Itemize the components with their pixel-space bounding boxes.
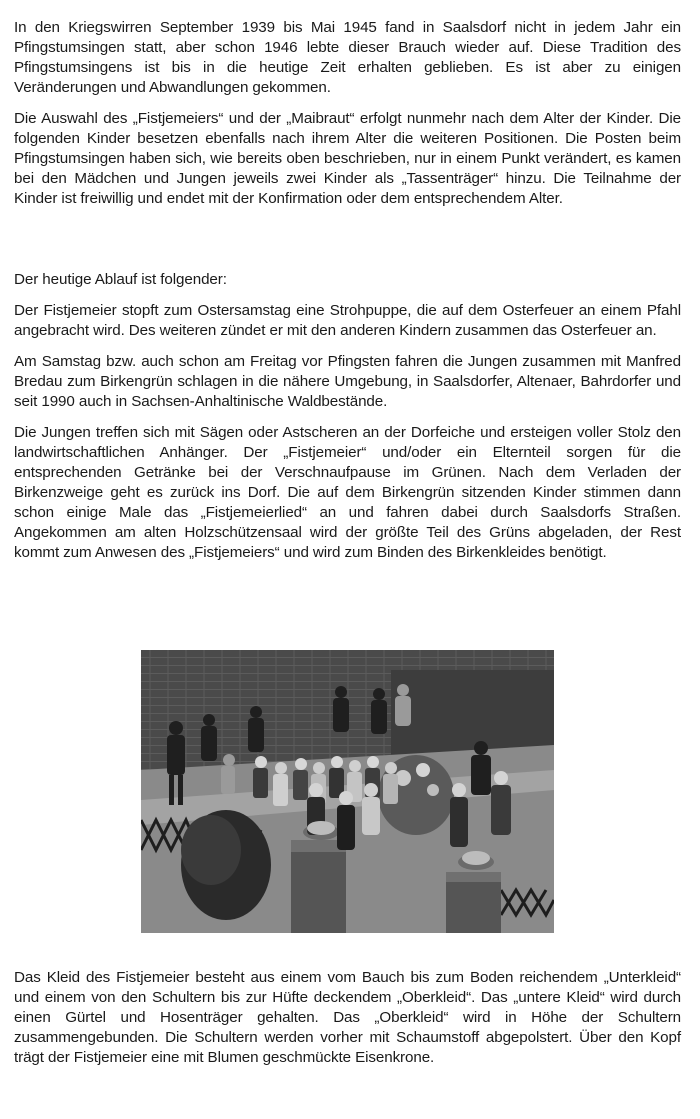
paragraph-birkengruen: Am Samstag bzw. auch schon am Freitag vor Pfingsten fahren die Jungen zusammen mit Manfred Bredau zum Birkengrün schlagen in die nähere Umgebung, in Saalsdorfer, Altenaer, Bahrdorfer und seit 1990 auch in Sachsen-Anhaltinische Waldbestände. xyxy=(14,353,681,410)
group-photo-image xyxy=(141,650,554,933)
intro-section xyxy=(14,18,681,220)
paragraph-kleid: Das Kleid des Fistjemeier besteht aus einem vom Bauch bis zum Boden reichendem „Unterkleid“ und einem von den Schultern bis zur Hüfte deckendem „Oberkleid“. Das „untere Kleid“ wird durch einen Gürtel und Hosenträger gehalten. Das „Oberkleid“ wird in Höhe der Schultern zusammengebunden. Die Schultern werden vorher mit Schaumstoff abgepolstert. Über den Kopf trägt der Fistjemeier eine mit Blumen geschmückte Eisenkrone. xyxy=(14,969,681,1066)
ablauf-section xyxy=(14,270,681,574)
paragraph-kriegswirren: In den Kriegswirren September 1939 bis Mai 1945 fand in Saalsdorf nicht in jedem Jahr ein Pfingstumsingen statt, aber schon 1946 lebte dieser Brauch wieder auf. Diese Tradition des Pfingstumsingens ist bis in die heutige Zeit erhalten geblieben. Es ist aber zu einigen Veränderungen und Abwandlungen gekommen. xyxy=(14,19,681,96)
paragraph-ablauf-heading: Der heutige Ablauf ist folgender: xyxy=(14,271,227,288)
kleid-section xyxy=(14,968,681,1079)
paragraph-auswahl: Die Auswahl des „Fistjemeiers“ und der „Maibraut“ erfolgt nunmehr nach dem Alter der Kinder. Die folgenden Kinder besetzen ebenfalls nach ihrem Alter die weiteren Positionen. Die Posten beim Pfingstumsingen haben sich, wie bereits oben beschrieben, nur in einem Punkt verändert, es kamen bei den Mädchen und Jungen jeweils zwei Kinder als „Tassenträger“ hinzu. Die Teilnahme der Kinder ist freiwillig und endet mit der Konfirmation oder dem entsprechendem Alter. xyxy=(14,110,681,207)
paragraph-ostersamstag: Der Fistjemeier stopft zum Ostersamstag eine Strohpuppe, die auf dem Osterfeuer an einem Pfahl angebracht wird. Des weiteren zündet er mit den anderen Kindern zusammen das Osterfeuer an. xyxy=(14,302,681,339)
paragraph-dorfeiche: Die Jungen treffen sich mit Sägen oder Astscheren an der Dorfeiche und ersteigen voller Stolz den landwirtschaftlichen Anhänger. Der „Fistjemeier“ und/oder ein Elternteil sorgen für die entsprechenden Getränke bei der Verschnaufpause im Grünen. Nach dem Verladen der Birkenzweige geht es zurück ins Dorf. Die auf dem Birkengrün sitzenden Kinder stimmen dann schon einige Male das „Fistjemeierlied“ an und fahren dabei durch Saalsdorfs Straßen. Angekommen am alten Holzschützensaal wird der größte Teil des Grüns abgeladen, der Rest kommt zum Anwesen des „Fistjemeiers“ und wird zum Binden des Birkenkleides benötigt. xyxy=(14,424,681,561)
group-photo xyxy=(141,650,554,933)
